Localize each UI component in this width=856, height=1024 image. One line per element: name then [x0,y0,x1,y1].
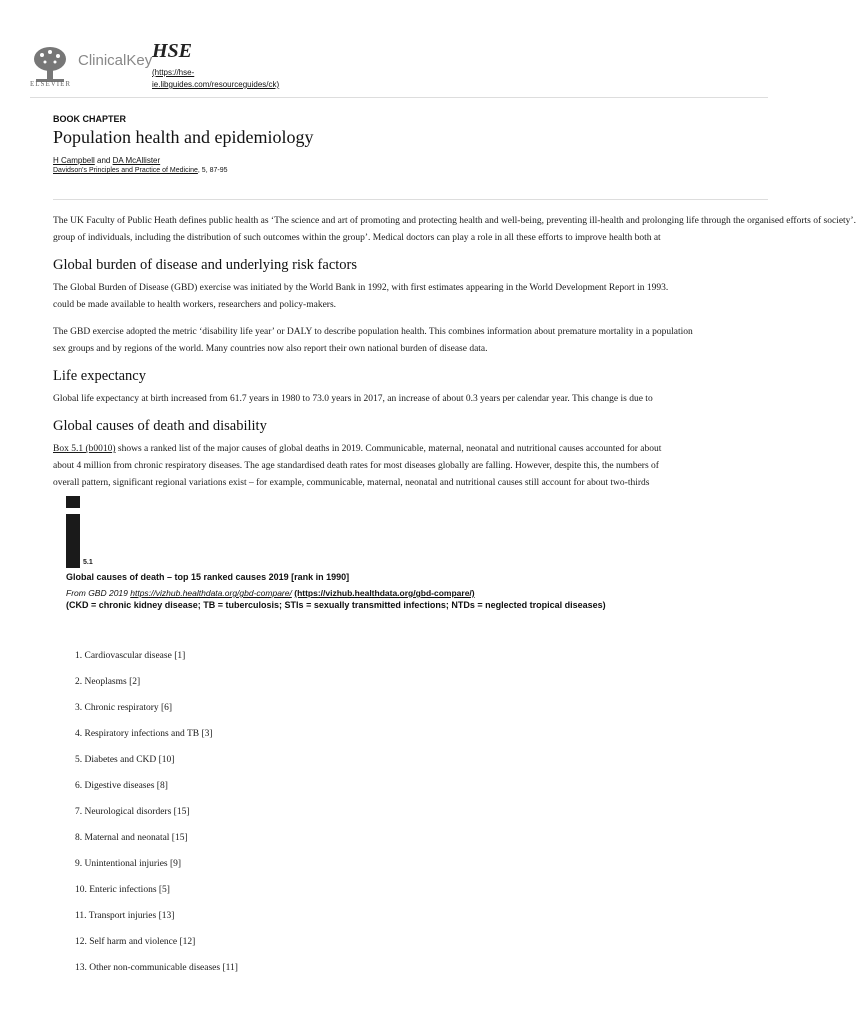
list-item: 2. Neoplasms [2] [75,677,141,687]
list-item: 5. Diabetes and CKD [10] [75,755,175,765]
text-line: shows a ranked list of the major causes of global deaths in 2019. Communicable, maternal, neonatal and nutritional causes accounted for about [115,444,662,454]
clinicalkey-brand[interactable]: ClinicalKey [78,52,153,69]
source-link[interactable]: https://vizhub.healthdata.org/gbd-compare/ [130,588,292,598]
text-line: The UK Faculty of Public Heath defines public health as ‘The science and art of promoting and protecting health and well-being, preventing ill-health and prolonging life through the organised efforts of society’. [53,216,856,226]
paragraph-gbd [53,280,768,314]
list-item: 9. Unintentional injuries [9] [75,859,182,869]
text-line: sex groups and by regions of the world. Many countries now also report their own national burden of disease data. [53,344,488,354]
page-header [0,0,768,100]
chapter-meta [53,114,768,174]
hse-guide-link[interactable]: (https://hse-ie.libguides.com/resourceguides/ck) [152,68,280,89]
text-line: The GBD exercise adopted the metric ‘disability life year’ or DALY to describe population health. This combines information about premature mortality in a population [53,327,693,337]
author-link-mcallister[interactable]: DA McAllister [112,156,161,165]
paragraph-daly [53,324,768,358]
list-item: 13. Other non-communicable diseases [11] [75,963,238,973]
source-link-bold[interactable]: (https://vizhub.healthdata.org/gbd-compare/) [294,588,475,598]
list-item: 1. Cardiovascular disease [1] [75,651,186,661]
info-icon-dot [66,496,80,508]
paragraph-intro [53,213,856,247]
text-line: Global life expectancy at birth increased from 61.7 years in 1980 to 73.0 years in 2017, an increase of about 0.3 years per calendar year. This change is due to [53,394,653,404]
authors [53,156,768,165]
text-line: group of individuals, including the distribution of such outcomes within the group’. Medical doctors can play a role in all these efforts to improve health both at [53,233,661,243]
meta-divider [53,199,768,200]
list-item: 3. Chronic respiratory [6] [75,703,173,713]
list-item: 6. Digestive diseases [8] [75,781,168,791]
list-item: 8. Maternal and neonatal [15] [75,833,188,843]
box-number: 5.1 [83,559,93,566]
book-reference: , 5, 87-95 [197,167,228,174]
paragraph-life-expectancy [53,391,768,408]
paragraph-causes [53,441,768,492]
box-title: Global causes of death – top 15 ranked causes 2019 [rank in 1990] [66,572,350,582]
text-line: could be made available to health workers, researchers and policy-makers. [53,300,337,310]
list-item: 10. Enteric infections [5] [75,885,170,895]
list-item: 7. Neurological disorders [15] [75,807,190,817]
causes-list [75,648,238,986]
author-separator: and [94,156,113,165]
author-link-campbell[interactable]: H Campbell [53,156,95,165]
box-5-1 [66,496,756,610]
heading-life-expectancy: Life expectancy [53,368,146,384]
info-icon [66,496,93,568]
book-link[interactable]: Davidson's Principles and Practice of Medicine [53,167,198,174]
text-line: overall pattern, significant regional variations exist – for example, communicable, maternal, neonatal and nutritional causes still account for about two-thirds [53,478,650,488]
box-source [66,588,756,598]
box-abbreviations: (CKD = chronic kidney disease; TB = tuberculosis; STIs = sexually transmitted infections; NTDs = neglected tropical diseases) [66,600,606,610]
publisher-name: ELSEVIER [30,80,72,88]
text-line: about 4 million from chronic respiratory diseases. The age standardised death rates for most diseases globally are falling. However, despite this, the numbers of [53,461,659,471]
box-reference-link[interactable]: Box 5.1 (b0010) [53,444,116,454]
list-item: 11. Transport injuries [13] [75,911,175,921]
chapter-type: BOOK CHAPTER [53,114,127,124]
heading-global-causes: Global causes of death and disability [53,418,267,434]
heading-global-burden: Global burden of disease and underlying risk factors [53,257,358,273]
article-body [53,213,856,502]
page-title: Population health and epidemiology [53,127,314,147]
citation [53,167,768,174]
list-item: 4. Respiratory infections and TB [3] [75,729,213,739]
source-prefix: From GBD 2019 [66,588,131,598]
hse-logo[interactable]: HSE [152,40,193,62]
list-item: 12. Self harm and violence [12] [75,937,196,947]
header-divider [30,97,768,98]
info-icon-stem [66,514,80,568]
text-line: The Global Burden of Disease (GBD) exercise was initiated by the World Bank in 1992, with first estimates appearing in the World Development Report in 1993. [53,283,669,293]
